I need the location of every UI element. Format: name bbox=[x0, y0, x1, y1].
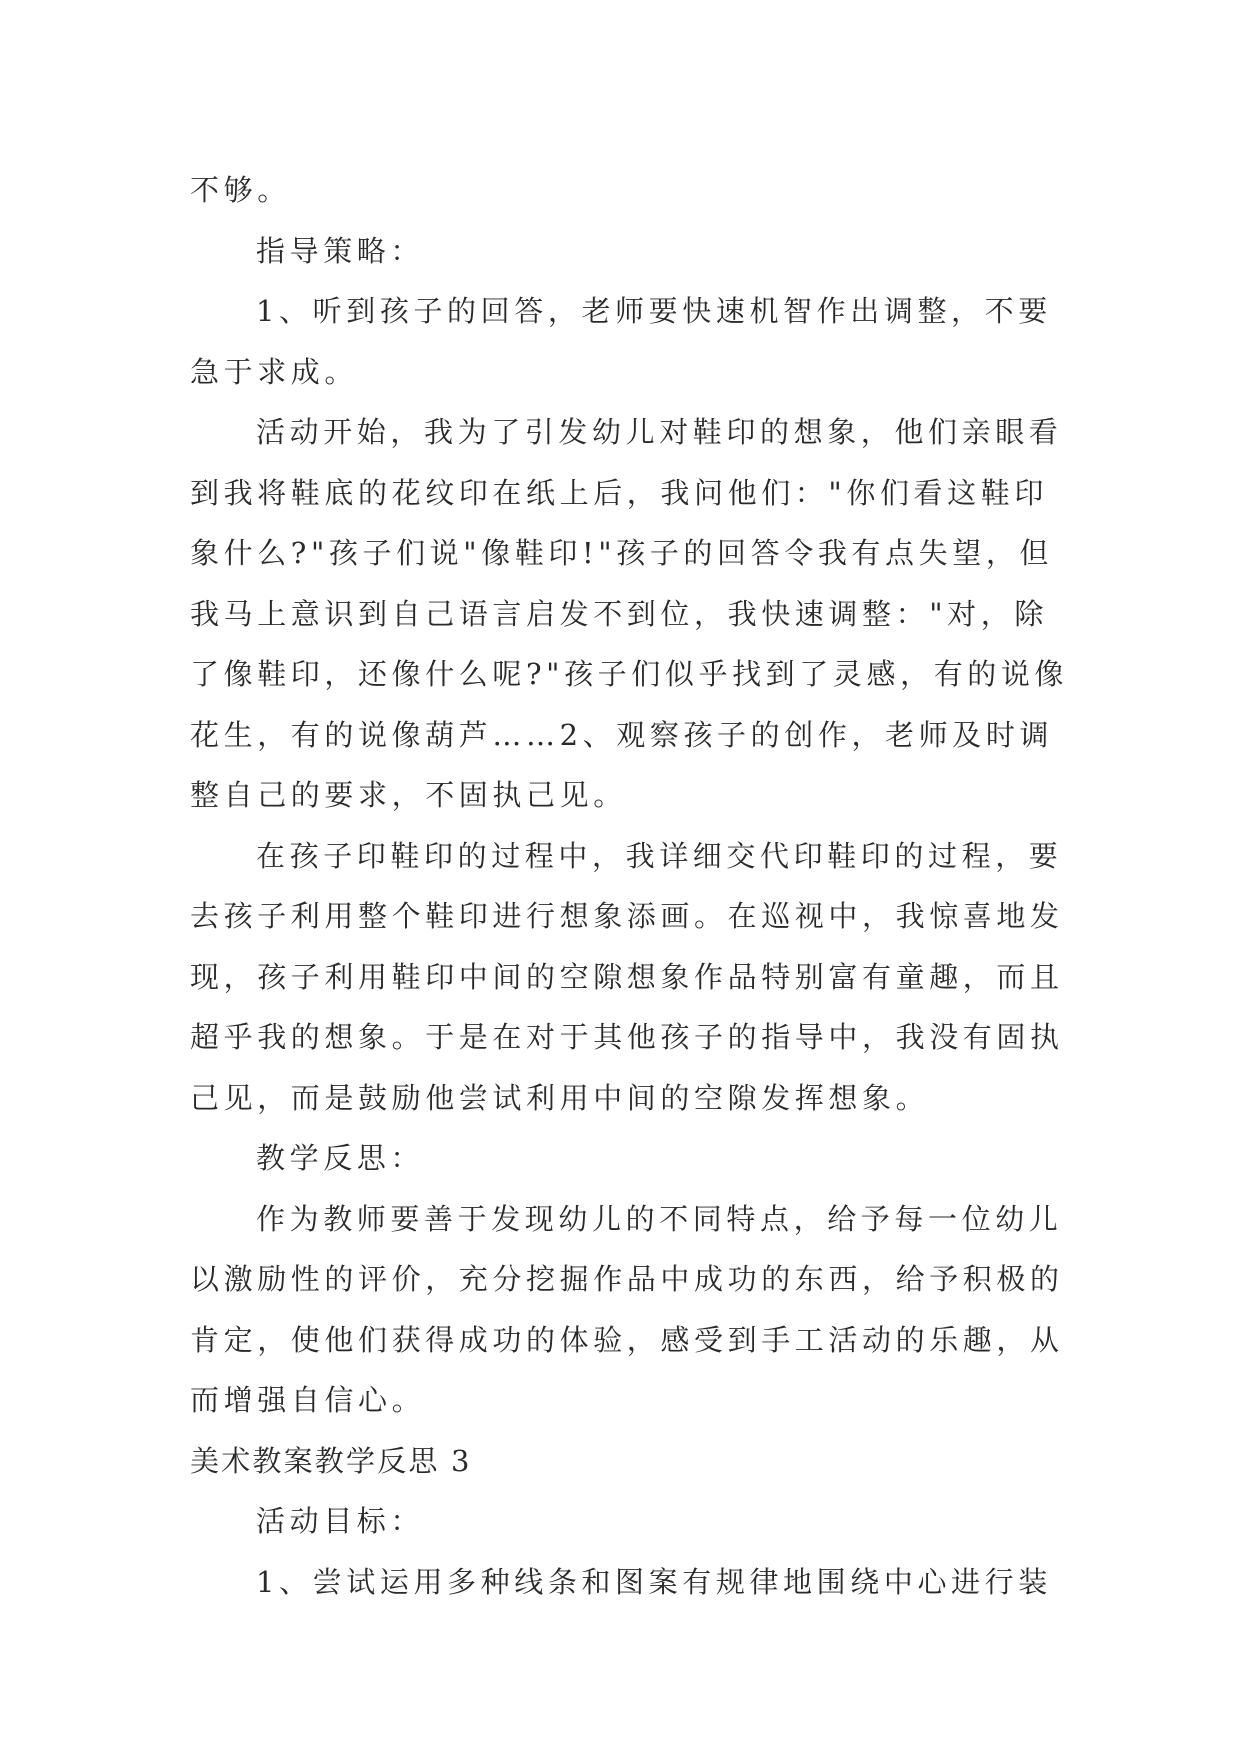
text-line: 超乎我的想象。于是在对于其他孩子的指导中，我没有固执 bbox=[190, 1020, 1064, 1054]
text-line: 急于求成。 bbox=[190, 354, 359, 389]
text-line: 了像鞋印，还像什么呢?"孩子们似乎找到了灵感，有的说像 bbox=[190, 657, 1069, 691]
text-line: 我马上意识到自己语言启发不到位，我快速调整："对，除 bbox=[190, 596, 1048, 631]
text-line: 1、尝试运用多种线条和图案有规律地围绕中心进行装 bbox=[256, 1564, 1052, 1599]
text-line: 现，孩子利用鞋印中间的空隙想象作品特别富有童趣，而且 bbox=[190, 959, 1064, 994]
text-line: 肯定，使他们获得成功的体验，感受到手工活动的乐趣，从 bbox=[190, 1322, 1064, 1357]
text-line: 己见，而是鼓励他尝试利用中间的空隙发挥想象。 bbox=[190, 1080, 930, 1115]
document-body bbox=[190, 160, 1069, 1612]
text-line: 1、听到孩子的回答，老师要快速机智作出调整，不要 bbox=[256, 294, 1052, 328]
section-heading: 美术教案教学反思 3 bbox=[190, 1443, 472, 1478]
text-line: 作为教师要善于发现幼儿的不同特点，给予每一位幼儿 bbox=[256, 1201, 1063, 1236]
text-line: 花生，有的说像葫芦……2、观察孩子的创作，老师及时调 bbox=[190, 717, 1054, 752]
text-line: 活动目标： bbox=[256, 1504, 425, 1538]
text-line: 整自己的要求，不固执己见。 bbox=[190, 778, 627, 812]
text-line: 到我将鞋底的花纹印在纸上后，我问他们："你们看这鞋印 bbox=[190, 475, 1048, 510]
text-line: 不够。 bbox=[190, 173, 291, 207]
text-line: 象什么?"孩子们说"像鞋印!"孩子的回答令我有点失望，但 bbox=[190, 536, 1054, 570]
text-line: 以激励性的评价，充分挖掘作品中成功的东西，给予积极的 bbox=[190, 1262, 1064, 1296]
text-line: 教学反思： bbox=[256, 1141, 425, 1175]
text-line: 而增强自信心。 bbox=[190, 1383, 426, 1417]
text-line: 指导策略： bbox=[256, 233, 425, 268]
text-line: 去孩子利用整个鞋印进行想象添画。在巡视中，我惊喜地发 bbox=[190, 899, 1064, 933]
text-line: 活动开始，我为了引发幼儿对鞋印的想象，他们亲眼看 bbox=[256, 415, 1063, 449]
text-line: 在孩子印鞋印的过程中，我详细交代印鞋印的过程，要 bbox=[256, 838, 1063, 873]
